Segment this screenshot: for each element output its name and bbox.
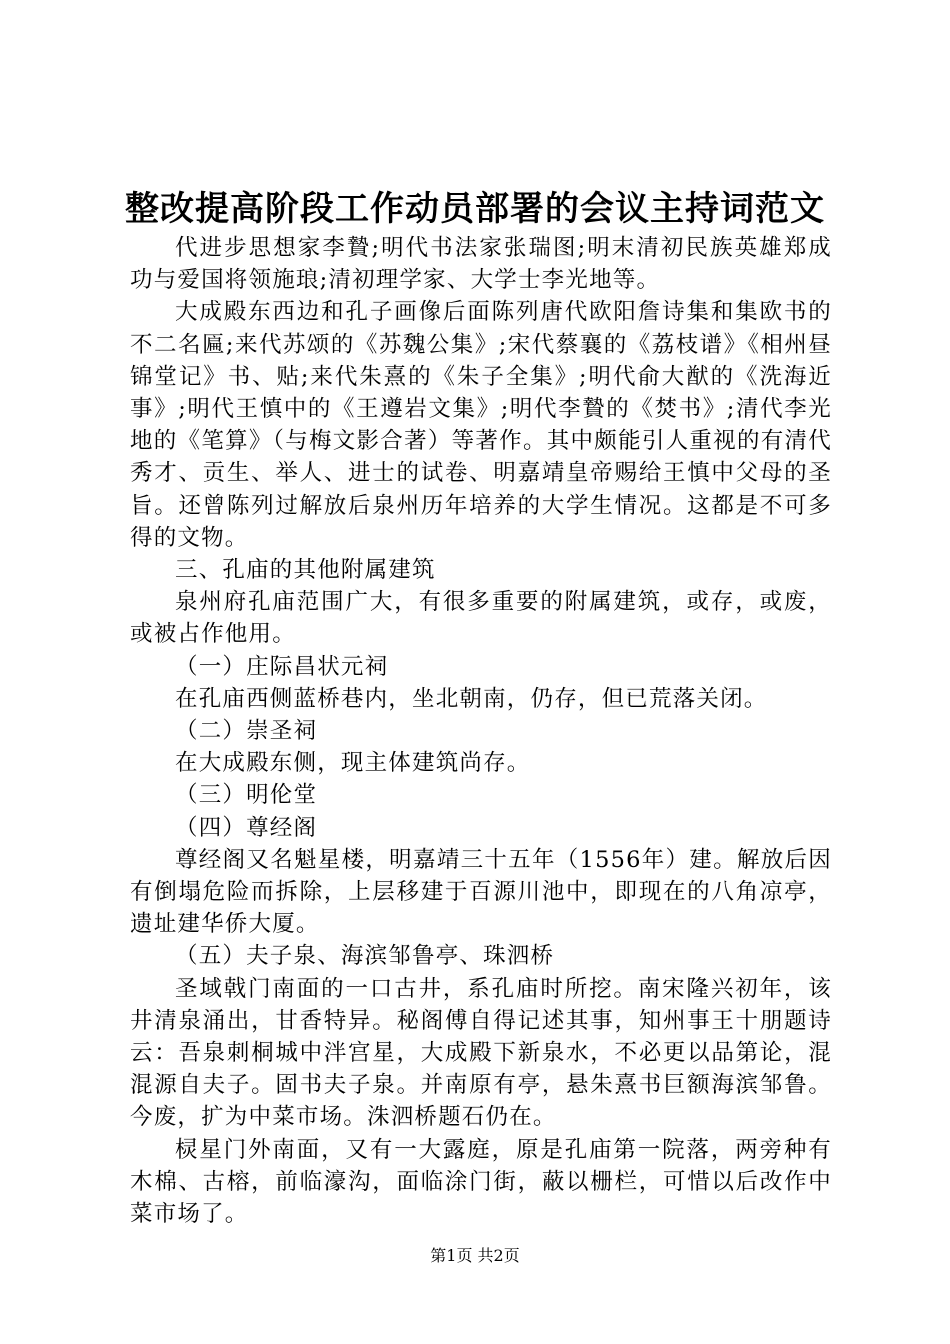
section-heading: 三、孔庙的其他附属建筑	[175, 557, 436, 584]
subsection-heading: （三）明伦堂	[175, 782, 318, 809]
paragraph: 泉州府孔庙范围广大，有很多重要的附属建筑，或存，或废，或被占作他用。	[130, 589, 832, 648]
subsection-heading: （二）崇圣祠	[175, 718, 318, 745]
paragraph: 代进步思想家李贄;明代书法家张瑞图;明末清初民族英雄郑成功与爱国将领施琅;清初理学家、大学士李光地等。	[130, 235, 832, 294]
paragraph: 棂星门外南面，又有一大露庭，原是孔庙第一院落，两旁种有木棉、古榕，前临濠沟，面临涂门街，蔽以栅栏，可惜以后改作中菜市场了。	[130, 1136, 832, 1228]
subsection-heading: （一）庄际昌状元祠	[175, 653, 389, 680]
paragraph: 圣域戟门南面的一口古井，系孔庙时所挖。南宋隆兴初年，该井清泉涌出，甘香特异。秘阁傅自得记述其事，知州事王十朋题诗云：吾泉刺桐城中泮宫星，大成殿下新泉水，不必更以品第论，混混源自夫子。固书夫子泉。并南原有亭，悬朱熹书巨额海滨邹鲁。今废，扩为中菜市场。洙泗桥题石仍在。	[130, 975, 832, 1131]
subsection-heading: （四）尊经阁	[175, 814, 318, 841]
paragraph: 在大成殿东侧，现主体建筑尚存。	[175, 750, 531, 777]
paragraph: 尊经阁又名魁星楼，明嘉靖三十五年（1556年）建。解放后因有倒塌危险而拆除，上层移建于百源川池中，即现在的八角凉亭，遗址建华侨大厦。	[130, 846, 832, 938]
subsection-heading: （五）夫子泉、海滨邹鲁亭、珠泗桥	[175, 943, 555, 970]
document-title: 整改提高阶段工作动员部署的会议主持词范文	[125, 189, 825, 229]
document-body	[130, 232, 832, 1230]
paragraph: 大成殿东西边和孔子画像后面陈列唐代欧阳詹诗集和集欧书的不二名匾;来代苏颂的《苏魏公集》;宋代蔡襄的《荔枝谱》《相州昼锦堂记》书、贴;来代朱熹的《朱子全集》;明代俞大猷的《洗海近事》;明代王慎中的《王遵岩文集》;明代李贄的《焚书》;清代李光地的《笔算》（与梅文影合著）等著作。其中颇能引人重视的有清代秀才、贡生、举人、进士的试卷、明嘉靖皇帝赐给王慎中父母的圣旨。还曾陈列过解放后泉州历年培养的大学生情况。这都是不可多得的文物。	[130, 299, 832, 551]
paragraph: 在孔庙西侧蓝桥巷内，坐北朝南，仍存，但已荒落关闭。	[175, 685, 768, 712]
page-footer: 第1页 共2页	[430, 1246, 520, 1265]
